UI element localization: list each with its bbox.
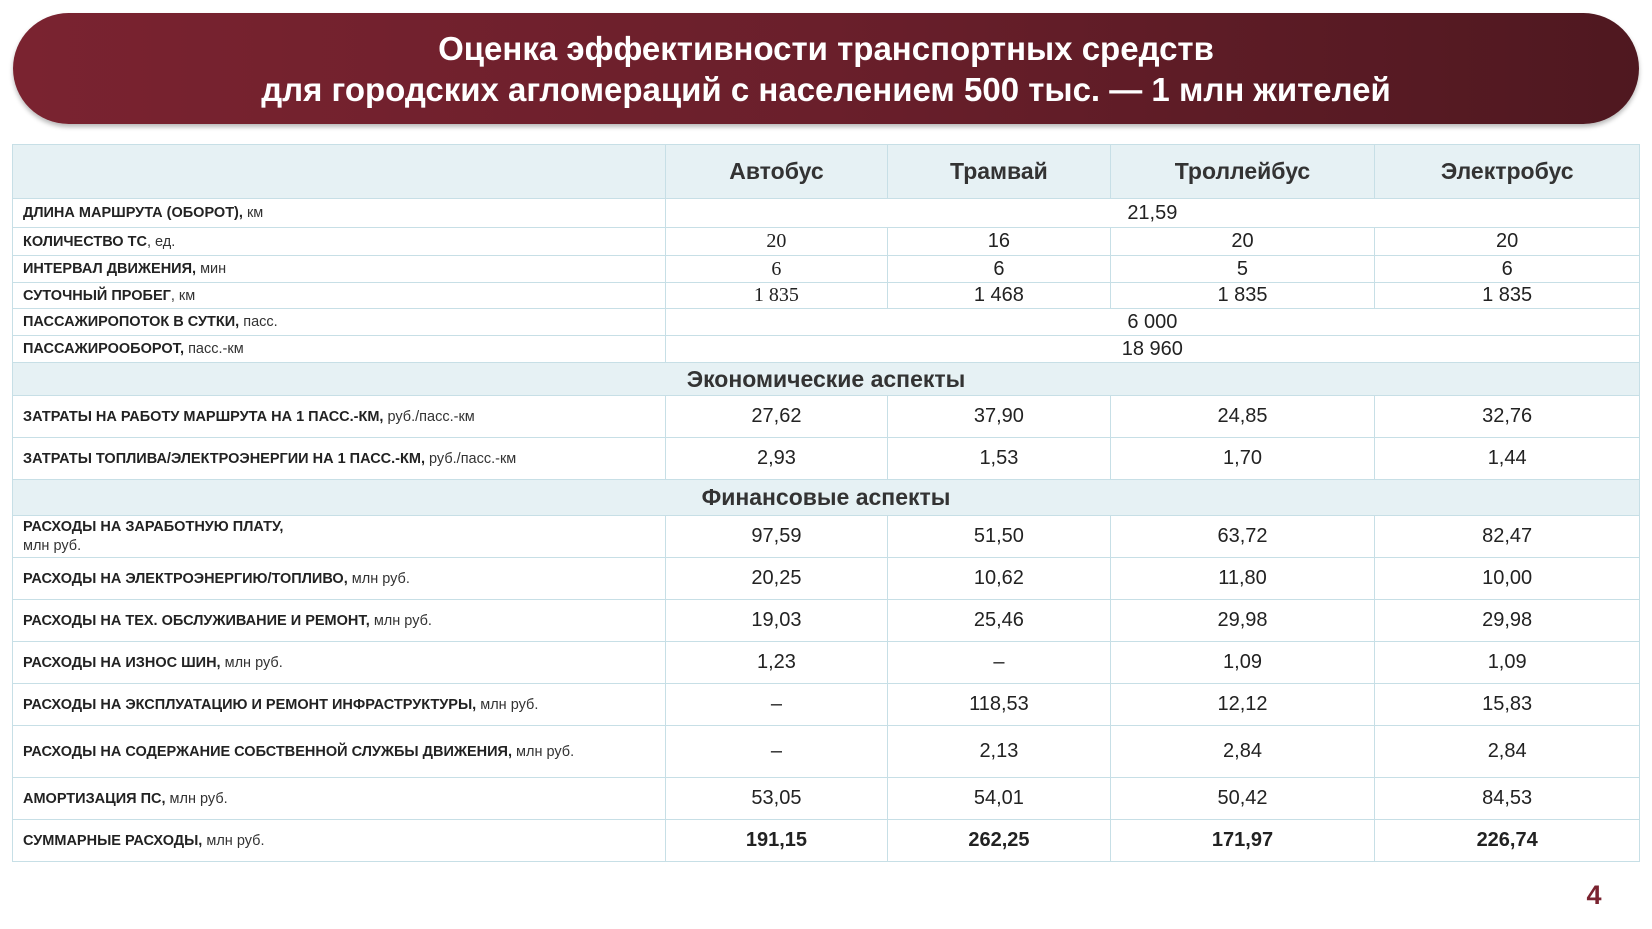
value-cell: 11,80 <box>1110 558 1375 600</box>
table-row <box>13 516 1640 558</box>
column-header-bus: Автобус <box>665 145 887 199</box>
row-label-unit: руб./пасс.-км <box>424 450 517 467</box>
header-corner <box>13 145 666 199</box>
merged-value-cell: 21,59 <box>665 199 1639 228</box>
row-label-main: КОЛИЧЕСТВО ТС <box>23 233 147 250</box>
row-label-unit: км <box>242 205 264 221</box>
table-row <box>13 684 1640 726</box>
row-label-main: АМОРТИЗАЦИЯ ПС, <box>23 790 166 807</box>
value-cell: 29,98 <box>1110 600 1375 642</box>
value-cell: 25,46 <box>888 600 1110 642</box>
value-cell: 1,53 <box>888 438 1110 480</box>
row-label-main: ДЛИНА МАРШРУТА (ОБОРОТ), <box>23 205 243 221</box>
table-row <box>13 309 1640 336</box>
total-value-cell: 226,74 <box>1375 820 1640 862</box>
row-label-main: ИНТЕРВАЛ ДВИЖЕНИЯ, <box>23 261 197 277</box>
value-cell: 20 <box>1375 228 1640 256</box>
value-cell: 19,03 <box>665 600 887 642</box>
value-cell: 1 835 <box>1110 283 1375 309</box>
row-label <box>13 336 666 363</box>
table-row <box>13 438 1640 480</box>
table-row <box>13 228 1640 256</box>
table-row <box>13 642 1640 684</box>
row-label <box>13 396 666 438</box>
row-label-main: ПАССАЖИРОПОТОК В СУТКИ, <box>23 314 240 330</box>
value-cell: 54,01 <box>888 778 1110 820</box>
row-label <box>13 726 666 778</box>
row-label-unit: , ед. <box>146 233 176 250</box>
column-header-electrobus: Электробус <box>1375 145 1640 199</box>
row-label-main: РАСХОДЫ НА ТЕХ. ОБСЛУЖИВАНИЕ И РЕМОНТ, <box>23 612 370 629</box>
row-label-main: РАСХОДЫ НА ЗАРАБОТНУЮ ПЛАТУ, <box>23 518 284 535</box>
row-label <box>13 283 666 309</box>
value-cell: 63,72 <box>1110 516 1375 558</box>
total-value-cell: 171,97 <box>1110 820 1375 862</box>
header-row <box>13 145 1640 199</box>
value-cell: 2,84 <box>1110 726 1375 778</box>
value-cell: 27,62 <box>665 396 887 438</box>
row-label-unit: пасс. <box>239 314 278 330</box>
value-cell: 118,53 <box>888 684 1110 726</box>
value-cell: 6 <box>888 256 1110 283</box>
table-row <box>13 396 1640 438</box>
row-label-unit: млн руб. <box>369 612 432 629</box>
row-label-unit: пасс.-км <box>184 341 244 357</box>
row-label-unit: руб./пасс.-км <box>383 408 475 425</box>
value-cell: 37,90 <box>888 396 1110 438</box>
value-cell: 5 <box>1110 256 1375 283</box>
table-row-total <box>13 820 1640 862</box>
value-cell: 20 <box>665 228 887 256</box>
row-label-unit: млн руб. <box>220 654 283 671</box>
table-row <box>13 726 1640 778</box>
value-cell: 10,62 <box>888 558 1110 600</box>
value-cell: 2,13 <box>888 726 1110 778</box>
page-number: 4 <box>1586 880 1602 910</box>
table-row <box>13 283 1640 309</box>
value-cell: 6 <box>1375 256 1640 283</box>
value-cell: 1,09 <box>1110 642 1375 684</box>
row-label-unit: млн руб. <box>165 790 228 807</box>
table-row <box>13 199 1640 228</box>
value-cell: 53,05 <box>665 778 887 820</box>
row-label-main: РАСХОДЫ НА ЭЛЕКТРОЭНЕРГИЮ/ТОПЛИВО, <box>23 570 348 587</box>
row-label-unit: мин <box>196 261 227 277</box>
value-cell: 24,85 <box>1110 396 1375 438</box>
section-row-financial <box>13 480 1640 516</box>
table-row <box>13 256 1640 283</box>
row-label <box>13 642 666 684</box>
value-cell: 1 468 <box>888 283 1110 309</box>
column-header-trolleybus: Троллейбус <box>1110 145 1375 199</box>
value-cell: 2,84 <box>1375 726 1640 778</box>
merged-value-cell: 18 960 <box>665 336 1639 363</box>
row-label-main: СУТОЧНЫЙ ПРОБЕГ <box>23 287 171 304</box>
comparison-table <box>12 144 1640 862</box>
row-label <box>13 438 666 480</box>
value-cell: 84,53 <box>1375 778 1640 820</box>
title-line-2: для городских агломераций с населением 500 тыс. — 1 млн жителей <box>261 70 1391 108</box>
row-label-main: СУММАРНЫЕ РАСХОДЫ, <box>23 832 203 849</box>
value-cell: 10,00 <box>1375 558 1640 600</box>
value-cell: 16 <box>888 228 1110 256</box>
row-label-unit: млн руб. <box>476 696 539 713</box>
row-label-main: ЗАТРАТЫ ТОПЛИВА/ЭЛЕКТРОЭНЕРГИИ НА 1 ПАСС.-КМ, <box>23 450 425 467</box>
title-line-1: Оценка эффективности транспортных средств <box>438 29 1214 67</box>
value-cell: 1,44 <box>1375 438 1640 480</box>
value-cell: 50,42 <box>1110 778 1375 820</box>
merged-value-cell: 6 000 <box>665 309 1639 336</box>
value-cell: 15,83 <box>1375 684 1640 726</box>
table-row <box>13 600 1640 642</box>
row-label <box>13 256 666 283</box>
row-label <box>13 309 666 336</box>
row-label <box>13 199 666 228</box>
value-cell: 82,47 <box>1375 516 1640 558</box>
row-label-main: ПАССАЖИРООБОРОТ, <box>23 341 185 357</box>
value-cell: 51,50 <box>888 516 1110 558</box>
row-label <box>13 778 666 820</box>
table-row <box>13 336 1640 363</box>
value-cell: 1,09 <box>1375 642 1640 684</box>
value-cell: – <box>665 684 887 726</box>
table-row <box>13 778 1640 820</box>
value-cell: 1 835 <box>1375 283 1640 309</box>
value-cell: 1 835 <box>665 283 887 309</box>
value-cell: 29,98 <box>1375 600 1640 642</box>
value-cell: 32,76 <box>1375 396 1640 438</box>
total-value-cell: 191,15 <box>665 820 887 862</box>
value-cell: 20 <box>1110 228 1375 256</box>
value-cell: – <box>665 726 887 778</box>
value-cell: 6 <box>665 256 887 283</box>
row-label-main: РАСХОДЫ НА ИЗНОС ШИН, <box>23 654 221 671</box>
value-cell: 20,25 <box>665 558 887 600</box>
title-banner <box>13 13 1639 124</box>
value-cell: 1,70 <box>1110 438 1375 480</box>
row-label-unit: млн руб. <box>347 570 410 587</box>
column-header-tram: Трамвай <box>888 145 1110 199</box>
table-row <box>13 558 1640 600</box>
section-heading-economic: Экономические аспекты <box>13 363 1640 396</box>
row-label-unit: млн руб. <box>512 743 575 760</box>
value-cell: 97,59 <box>665 516 887 558</box>
row-label <box>13 558 666 600</box>
row-label <box>13 600 666 642</box>
total-value-cell: 262,25 <box>888 820 1110 862</box>
row-label <box>13 684 666 726</box>
value-cell: 1,23 <box>665 642 887 684</box>
row-label <box>13 228 666 256</box>
value-cell: 2,93 <box>665 438 887 480</box>
row-label-unit: млн руб. <box>23 537 82 554</box>
row-label <box>13 820 666 862</box>
row-label-main: ЗАТРАТЫ НА РАБОТУ МАРШРУТА НА 1 ПАСС.-КМ, <box>23 408 384 425</box>
row-label-main: РАСХОДЫ НА СОДЕРЖАНИЕ СОБСТВЕННОЙ СЛУЖБЫ ДВИЖЕНИЯ, <box>23 743 512 760</box>
value-cell: – <box>888 642 1110 684</box>
row-label-unit: , км <box>170 287 196 304</box>
row-label-unit: млн руб. <box>202 832 265 849</box>
section-row-economic <box>13 363 1640 396</box>
section-heading-financial: Финансовые аспекты <box>13 480 1640 516</box>
row-label-main: РАСХОДЫ НА ЭКСПЛУАТАЦИЮ И РЕМОНТ ИНФРАСТРУКТУРЫ, <box>23 696 477 713</box>
value-cell: 12,12 <box>1110 684 1375 726</box>
row-label <box>13 516 666 558</box>
